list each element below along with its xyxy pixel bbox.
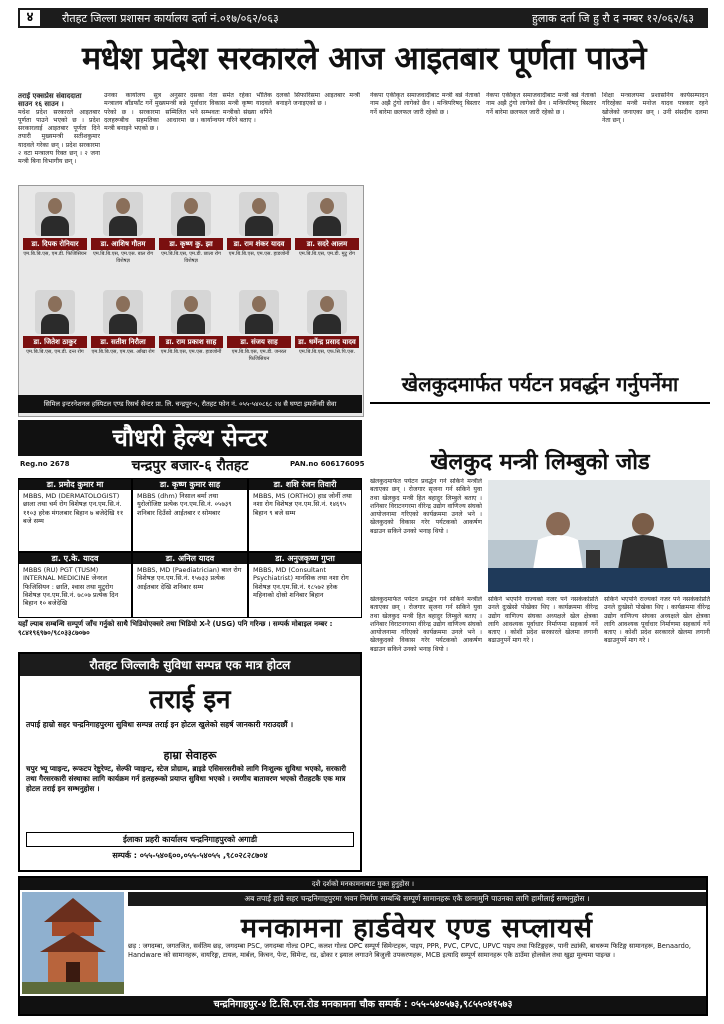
main-headline: मधेश प्रदेश सरकारले आज आइतबार पूर्णता पाउने xyxy=(81,39,647,77)
doctor-name: डा. धर्मेन्द्र प्रसाद यादव xyxy=(295,336,359,348)
article1-col2: उनका कार्यालय सुत्र अनुसार मन्त्रालय बाँडफाँट गर्ने मुख्यमन्त्री बन्ने परेको छ । सरकारमा सम्मिलित दलहरूबीच सहमतिका आधारमा मन्त्री बनाइने भएको छ । xyxy=(104,92,186,133)
hotel-intro: तपाई हाम्रो सहर चन्द्रनिगाहपुरमा सुविधा सम्पन्न तराई इन होटल खुलेको सहर्ष जानकारी गराउदछौं । xyxy=(26,720,294,729)
hotel-banner: रौतहट जिल्लाकै सुविधा सम्पन्न एक मात्र होटल xyxy=(20,654,360,676)
hardware-items: छड़ : जगदम्बा, जगतजित, सर्वतिम छड़, जगदम्बा PSC, जगदम्बा गोल्ड OPC, कलश गोल्ड OPC सम्पूर्ण सिमेन्टहरू, पाइप, PPR, PVC, CPVC, UPVC पाइप तथा फिटिङ्गहरू, पानी ट्यांकी, बाथरूम फिटिङ्ग सामानहरू, Benaardo, Handware को सामानहरू, वायरिङ्ग, टायल, मार्बल, किचन, पेन्ट, सिमेन्ट, रड, ढोका र झ्याल लगाउने बिजुली उपकरणहरू, MCB इत्यादि सम्पूर्ण सामानहरू एकै ठाउँमा होलसेल तथा खुद्रा मूल्यमा पाइन्छ । xyxy=(128,942,691,959)
doctor-photo xyxy=(171,290,211,334)
doctor-name: डा. सदरे आलम xyxy=(295,238,359,250)
hotel-name: तराई इन xyxy=(149,685,231,715)
hardware-ad xyxy=(18,876,708,1016)
hardware-strip2: अब तपाई हाम्रै सहर चन्द्रनिगाहपुरमा भवन निर्माण सम्बन्धि सम्पूर्ण सामानहरू एकै छानामुनि पाउनका लागि हामीलाई सम्भनुहोस । xyxy=(128,892,706,906)
article2-col1: खेलकुदमार्फत पर्यटन प्रवर्द्धन गर्न सकिने मन्त्रीले बताएका छन् । रोजगार सृजना गर्न सकिने युवा तथा खेलकुद मन्त्री हित बहादुर लिम्बुले बताए । शनिबार विराटनगरमा वीरेन्द्र उद्योग वाणिज्य संघको आयोजनामा गरिएको कार्यक्रममा उनले भने । खेलकुदको विकास गरेर पर्यटकको आकर्षण बढाउन सकिने उनको भनाइ थियो । xyxy=(370,478,482,535)
article1-col1 xyxy=(18,92,100,184)
doctor-box-body: MBBS, MS (ORTHO) हाड जोर्नी तथा नशा रोग विशेषज्ञ एन.एम.सि.नं. १४६९५ बिहान ९ बजे सम्म xyxy=(253,492,352,517)
doctor-qualification: एम.बि.बि.एस, एम.डी. मुटु रोग xyxy=(299,251,355,257)
health-reg-no: Reg.no 2678 xyxy=(20,460,70,468)
doctor-card xyxy=(91,290,155,382)
doctor-photo xyxy=(171,192,211,236)
doctor-box xyxy=(18,552,132,618)
doctor-box-body: MBBS, MD (Consultant Psychiatrist) मानसिक तथा नशा रोग विशेषज्ञ एन.एम.सि.नं. १८५७२ हरेक महिनाको दोस्रो शनिबार बिहान xyxy=(253,566,349,599)
page-number: ४ xyxy=(18,8,42,28)
health-address: चन्द्रपुर बजार-६ रौतहट xyxy=(131,458,249,474)
hardware-address: चन्द्रनिगाहपुर-४ टि.सि.एन.रोड मनकामना चौक सम्पर्क : ०५५-५४०५७३,९८५५०४१५७३ xyxy=(20,996,706,1014)
hotel-services: चपुर भ्यू प्वाइन्ट, रूफटप रेष्टुरेण्ट, सेल्फी प्वाइन्ट, स्टेज प्रोग्राम, ब्राइडे एसिसरसरीको लागि निःशुल्क सुविधा भएको, सरकारी तथा गैरसरकारी संस्थाका लागि कार्यक्रम गर्न हलहरूको प्रयाप्त सुविधा भएको । रमणीय बातावरण भएको रौतहटकै एक मात्र होटल तराई इन सम्भनुहोस । xyxy=(26,764,347,793)
doctor-photo xyxy=(35,192,75,236)
doctor-box-title: डा. कृष्ण कुमार साह xyxy=(133,479,247,490)
doctor-name: डा. जितेश ठाकुर xyxy=(23,336,87,348)
doctor-qualification: एम.बि.बि.एस, एम.डी. फिजिसियन xyxy=(23,251,87,257)
doctor-card xyxy=(295,192,359,284)
article1-col3: दसका नेता समेत रहेका भौतिक पूर्वाधार विकास मन्त्री कृष्ण यादवले भने सम्भवतः मन्त्रीको संख्या थपिने छ । कार्यान्वयन गरिने बताए । xyxy=(190,92,272,124)
health-xray-note: यहाँ ल्याब सम्बन्धि सम्पूर्ण जाँच गर्नुको साथै भिडियोएक्सरे तथा भिडियो X-रे (USG) पनि गरिन्छ । सम्पर्क मोबाइल नम्बर : ९८४१९६९७०/९८०३३८७०७० xyxy=(18,620,333,637)
doctor-box xyxy=(248,478,362,552)
hotel-ad xyxy=(18,652,362,872)
doctor-card xyxy=(159,290,223,382)
hotel-contact: सम्पर्क : ०५५-५४०६००,०५५-५४०५५ ,९८०२८२८७०४ xyxy=(112,851,268,860)
doctor-name: डा. संजय साह xyxy=(227,336,291,348)
doctor-photo xyxy=(35,290,75,334)
doctor-card xyxy=(227,290,291,382)
article2-subtitle: खेलकुद मन्त्री लिम्बुको जोड xyxy=(430,450,650,475)
doctor-name: डा. राम प्रकाश साह xyxy=(159,336,223,348)
article1-col1-text: मधेश प्रदेश सरकारले आइतबार पूर्णता पाउने भएको छ । प्रदेश सरकारलाई आइतबार पूर्णता दिने तयारी मुख्यमन्त्री सतीशकुमार यादवले गरेका छन् । प्रदेश सरकारमा २ वटा मन्त्रालय रिक्त छन् । २ जना मन्त्री बिना विभागीय छन् । xyxy=(18,108,100,166)
doctor-name: डा. दिपक रोनियार xyxy=(23,238,87,250)
doctor-qualification: एम.बि.बि.एस, एम.एस. आँखा रोग xyxy=(91,349,155,355)
article1-col5: नेकपा एकीकृत समाजवादीबाट मन्त्री बन्ने नेताको नाम अझै टुंगो लागेको छैन । मन्त्रिपरिषद् बिस्तार गर्ने बारेमा छलफल जारी रहेको छ । xyxy=(370,92,480,116)
doctor-name: डा. कृष्ण कु. झा xyxy=(159,238,223,250)
hotel-services-title: हाम्रा सेवाहरू xyxy=(163,749,217,762)
doctor-qualification: एम.बि.बि.एस, एम.एस. हाडजोर्नी xyxy=(160,349,222,355)
doctor-qualification: एम.बि.बि.एस, एफ.सि.पि.एस. xyxy=(298,349,356,355)
article1-sub: साउन १६ साउन । xyxy=(18,100,64,109)
doctor-box-body: MBBS, MD (Paediatrician) बाल रोग विशेषज्ञ एन.एम.सि.नं. १५७३३ प्रत्येक आईतबार देखि शनिबार सम्म xyxy=(137,566,242,591)
doctor-box-title: डा. अनिल यादव xyxy=(133,553,247,564)
doctor-name: डा. सतीश निरौला xyxy=(91,336,155,348)
doctor-box-title: डा. अनुजकृष्ण गुप्ता xyxy=(249,553,361,564)
registration-right: हुलाक दर्ता जि हु रौ द नम्बर १२/०६२/६३ xyxy=(532,12,694,25)
doctor-box-body: MBBS (RU) PGT (TUSM) INTERNAL MEDICINE जेनरल फिजिसियन : छाति, श्वास तथा मुटुरोग विशेषज्ञ एन.एम.सि.नं. ७८०७ प्रत्येक दिन बिहान १० बजेदेखि xyxy=(23,566,119,608)
hardware-name: मनकामना हार्डवेयर एण्ड सप्लायर्स xyxy=(240,913,594,944)
doctor-photo xyxy=(103,290,143,334)
doctor-card xyxy=(295,290,359,382)
doctor-qualification: एम.बि.बि.एस, एम.डी. दन्त रोग xyxy=(26,349,84,355)
doctor-box xyxy=(248,552,362,618)
doctor-card xyxy=(91,192,155,284)
page-header xyxy=(18,8,708,28)
doctor-box xyxy=(132,478,248,552)
doctor-box xyxy=(18,478,132,552)
doctor-qualification: एम.बि.बि.एस, एम.एस. हाडजोर्नी xyxy=(228,251,290,257)
article2-col3: सकिने भएपनि राज्यको नजर पर्न नसकेकोप्रति उनले दुःखेसो पोखेका थिए । कार्यक्रममा वीरेन्द्र उद्योग वाणिज्य संघका अध्यक्षले खेल क्षेत्रका लागि आवश्यक पूर्वाधार निर्माणमा सहकार्य गर्ने बताए । कोशी प्रदेश सरकारले खेलमा लगानी बढाउनुपर्ने माग गरे । xyxy=(488,596,598,645)
doctor-photo xyxy=(239,290,279,334)
hardware-strip: दशै दर्शको मनकामनाबाट मुक्त हुनुहोस । xyxy=(20,878,706,890)
doctor-box-title: डा. ए.के. यादव xyxy=(19,553,131,564)
article1-col4: दलको सिफारिसमा आइतबार मन्त्री बनाइने जनाइएको छ । xyxy=(276,92,360,108)
doctor-name: डा. राम शंकर यादव xyxy=(227,238,291,250)
article1-col7: शिक्षा मन्त्रालयमा प्रशासनिय कार्यसम्पादन गरिरहेका मन्त्री मनोज यादव पत्रकार रहने खोजेको जनाएका छन् । उनी संसदीय दलमा नेता छन् । xyxy=(602,92,708,124)
doctor-box-body: MBBS (dhm) निसाल बर्मा तथा युरोलोजिष्ट प्रत्येक एन.एम.सि.नं. ०५७३९ शनिबार दिउँसो आईतबार र सोमबार xyxy=(137,492,232,517)
doctor-card xyxy=(227,192,291,284)
doctor-box-title: डा. शशि रंजन तिवारी xyxy=(249,479,361,490)
doctor-photo xyxy=(307,290,347,334)
doctor-box-body: MBBS, MD (DERMATOLOGIST) छाला तथा चर्म रोग विशेषज्ञ एन.एम.सि.नं. ११०३ हरेक मंगलबार बिहान ७ बजेदेखि ११ बजे सम्म xyxy=(23,492,124,525)
registration-left: रौतहट जिल्ला प्रशासन कार्यालय दर्ता नं.०१७/०६२/०६३ xyxy=(62,12,279,25)
doctor-box-title: डा. प्रमोद कुमार मा xyxy=(19,479,131,490)
temple-image xyxy=(22,892,124,994)
doctor-card xyxy=(159,192,223,284)
doctor-qualification: एम.बि.बि.एस, एम.एस. बाल रोग विशेषज्ञ xyxy=(92,251,154,264)
doctor-qualification: एम.बि.बि.एस, एम.डी. जनरल फिजिसियन xyxy=(231,349,287,362)
article1-col6: नेकपा एकीकृत समाजवादीबाट मन्त्री बन्ने नेताको नाम अझै टुंगो लागेको छैन । मन्त्रिपरिषद् बिस्तार गर्ने बारेमा छलफल जारी रहेको छ । xyxy=(486,92,596,116)
health-pan-no: PAN.no 606176095 xyxy=(290,460,365,468)
doctor-box xyxy=(132,552,248,618)
health-center-title: चौधरी हेल्थ सेन्टर xyxy=(18,420,362,456)
doctor-qualification: एम.बि.बि.एस, एम.डी. छाला रोग विशेषज्ञ xyxy=(161,251,221,264)
doctor-card xyxy=(23,192,87,284)
article2-title: खेलकुदमार्फत पर्यटन प्रवर्द्धन गर्नुपर्नेमा xyxy=(401,372,679,396)
hotel-location: ईलाका प्रहरी कार्यालय चन्द्रनिगाहपुरको अगाडी xyxy=(26,832,354,847)
doctor-photo xyxy=(239,192,279,236)
article2-photo xyxy=(488,480,710,592)
hospital-contact-bar: सिमिल इन्टरनेशनल हस्पिटल एण्ड रिसर्च सेन्टर प्रा. लि. चन्द्रपुर-५, रौतहट फोन नं. ०५५-५४०८६८ २४ सै घण्टा इमर्जेन्सी सेवा xyxy=(18,395,362,413)
article1-dateline: तराई एक्सप्रेस संवाददाता xyxy=(18,92,82,100)
divider xyxy=(370,402,710,404)
article2-col4: सकिने भएपनि राज्यको नजर पर्न नसकेकोप्रति उनले दुःखेसो पोखेका थिए । कार्यक्रममा वीरेन्द्र उद्योग वाणिज्य संघका अध्यक्षले खेल क्षेत्रका लागि आवश्यक पूर्वाधार निर्माणमा सहकार्य गर्ने बताए । कोशी प्रदेश सरकारले खेलमा लगानी बढाउनुपर्ने माग गरे । xyxy=(604,596,710,645)
doctor-photo xyxy=(307,192,347,236)
doctor-name: डा. आशिष गौतम xyxy=(91,238,155,250)
doctor-card xyxy=(23,290,87,382)
hospital-doctor-ad xyxy=(18,185,364,417)
article2-col2: खेलकुदमार्फत पर्यटन प्रवर्द्धन गर्न सकिने मन्त्रीले बताएका छन् । रोजगार सृजना गर्न सकिने युवा तथा खेलकुद मन्त्री हित बहादुर लिम्बुले बताए । शनिबार विराटनगरमा वीरेन्द्र उद्योग वाणिज्य संघको आयोजनामा गरिएको कार्यक्रममा उनले भने । खेलकुदको विकास गरेर पर्यटकको आकर्षण बढाउन सकिने उनको भनाइ थियो । xyxy=(370,596,482,653)
doctor-photo xyxy=(103,192,143,236)
